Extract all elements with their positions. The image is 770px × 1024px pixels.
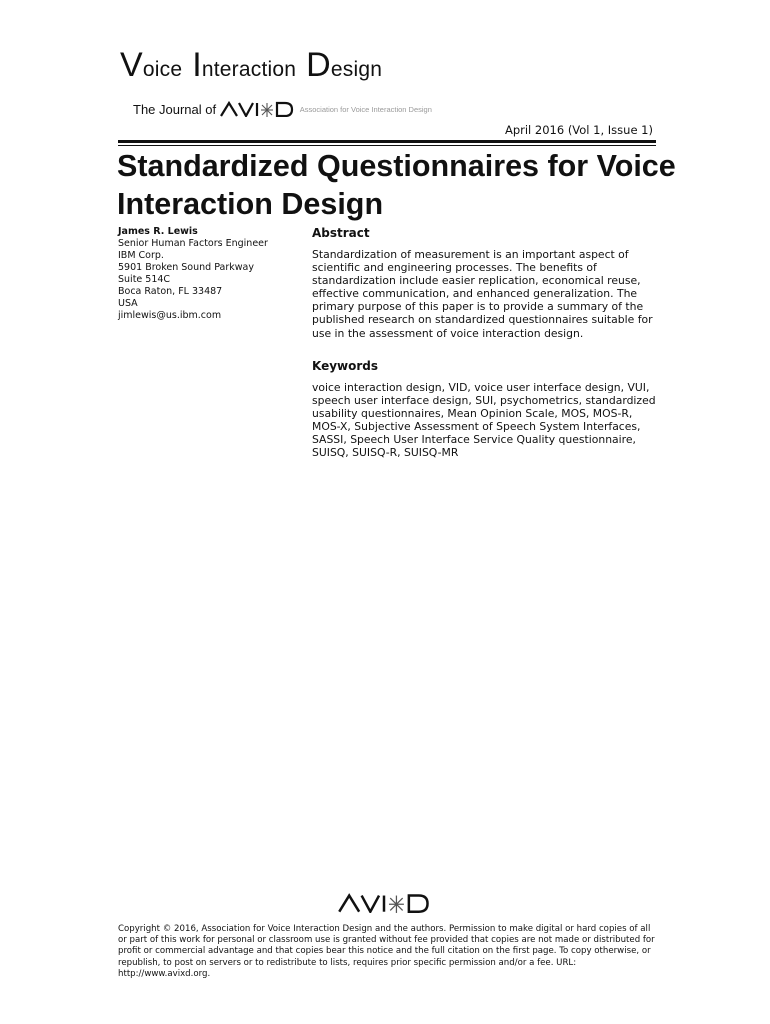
journal-title-rest: nteraction bbox=[201, 58, 297, 81]
journal-of-line bbox=[133, 101, 432, 117]
author-line: Boca Raton, FL 33487 bbox=[118, 286, 223, 297]
journal-title-word-voice bbox=[120, 46, 183, 84]
footer-logo bbox=[338, 893, 430, 917]
journal-title-cap: I bbox=[192, 46, 202, 84]
keywords-text: voice interaction design, VID, voice user interface design, VUI, speech user interface design, SUI, psychometrics, standardized usability questionnaires, Mean Opinion Scale, MOS, MOS-R, MOS-X, Subjective Assessment of Speech System Interfaces, SASSI, Speech User Interface Service Quality questionnaire, SUISQ, SUISQ-R, SUISQ-MR bbox=[312, 380, 656, 460]
author-line: Senior Human Factors Engineer bbox=[118, 238, 268, 249]
header-rule-thick bbox=[118, 140, 656, 143]
journal-title-cap: V bbox=[120, 46, 143, 84]
avixd-footer-logo-icon bbox=[338, 893, 430, 913]
journal-title-rest: esign bbox=[330, 58, 383, 81]
paper-title: Standardized Questionnaires for Voice Interaction Design bbox=[117, 149, 676, 221]
author-line: IBM Corp. bbox=[118, 250, 164, 261]
association-name: Association for Voice Interaction Design bbox=[299, 104, 432, 114]
author-line: USA bbox=[118, 298, 138, 309]
abstract-column bbox=[312, 226, 664, 459]
journal-title-word-interaction bbox=[192, 46, 297, 84]
author-line: 5901 Broken Sound Parkway bbox=[118, 262, 254, 273]
journal-title-word-design bbox=[306, 46, 383, 84]
abstract-heading: Abstract bbox=[312, 226, 370, 240]
journal-of-label: The Journal of bbox=[133, 101, 217, 117]
author-email[interactable]: jimlewis@us.ibm.com bbox=[118, 310, 222, 321]
avixd-logo-icon bbox=[220, 101, 294, 117]
author-block bbox=[118, 226, 298, 322]
author-line: Suite 514C bbox=[118, 274, 171, 285]
journal-title bbox=[120, 46, 392, 85]
keywords-heading: Keywords bbox=[312, 358, 379, 373]
journal-title-rest: oice bbox=[142, 58, 183, 81]
issue-date: April 2016 (Vol 1, Issue 1) bbox=[504, 123, 653, 137]
abstract-text: Standardization of measurement is an important aspect of scientific and engineering processes. The benefits of standardization include easier replication, economical reuse, effective communication, and enhanced generalization. The primary purpose of this paper is to provide a summary of the published research on standardized questionnaires suitable for use in the assessment of voice interaction design. bbox=[312, 248, 653, 340]
journal-title-cap: D bbox=[306, 46, 331, 84]
avixd-logo bbox=[220, 101, 294, 117]
author-name: James R. Lewis bbox=[118, 226, 198, 237]
copyright-notice: Copyright © 2016, Association for Voice Interaction Design and the authors. Permission to make digital or hard copies of all or part of this work for personal or classroom use is granted without fee provided that copies are not made or distributed for profit or commercial advantage and that copies bear this notice and the full citation on the first page. To copy otherwise, or republish, to post on servers or to redistribute to lists, requires prior specific permission and/or a fee. URL: http://www.avixd.org. bbox=[118, 924, 655, 979]
header-rule-thin bbox=[118, 145, 656, 146]
